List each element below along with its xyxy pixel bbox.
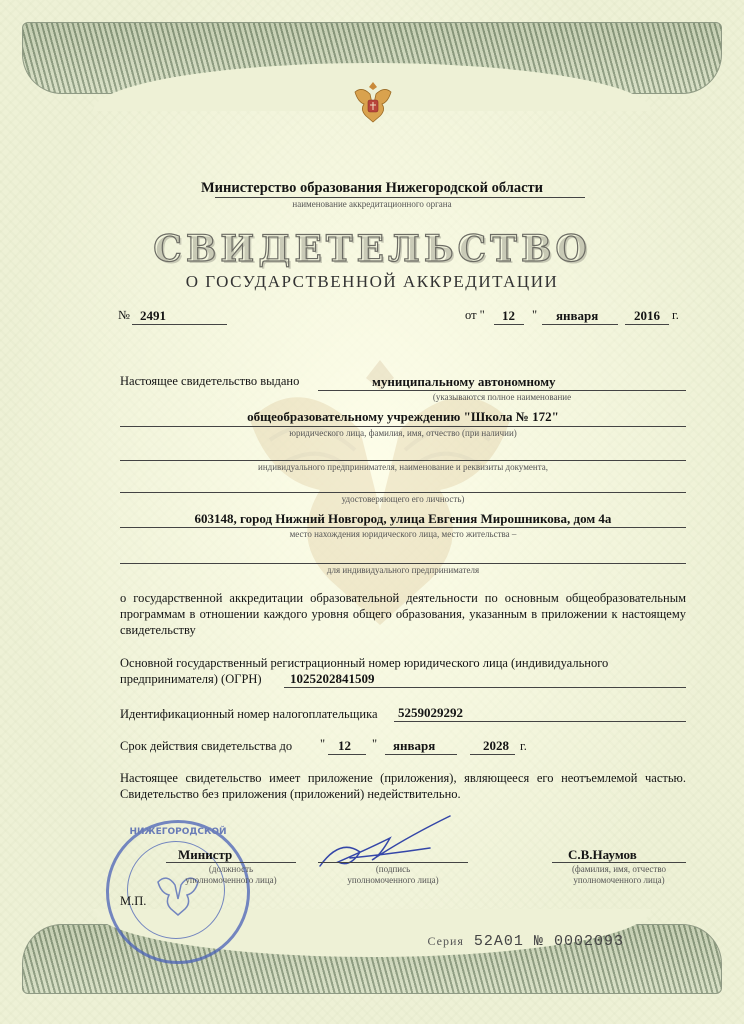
document-subtitle: О ГОСУДАРСТВЕННОЙ АККРЕДИТАЦИИ <box>185 272 559 291</box>
name-caption-2: уполномоченного лица) <box>573 875 665 885</box>
issue-day: 12 <box>502 308 515 323</box>
seal-text: НИЖЕГОРОДСКОЙ <box>129 827 227 837</box>
validity-day: 12 <box>338 738 351 753</box>
address-underline <box>120 527 686 528</box>
ogrn-label-line1: Основной государственный регистрационный номер юридического лица (индивидуального <box>120 656 609 670</box>
issued-to-line2: общеобразовательному учреждению "Школа № 172" <box>247 409 559 424</box>
signatory-position: Министр <box>178 847 233 862</box>
issued-underline-2 <box>120 426 686 427</box>
blank-series-number <box>427 933 624 950</box>
signatory-name: С.В.Наумов <box>568 847 637 862</box>
inn-label: Идентификационный номер налогоплательщика <box>120 707 378 721</box>
signature-caption-2: уполномоченного лица) <box>347 875 439 885</box>
address-caption: место нахождения юридического лица, место жительства – <box>289 529 517 539</box>
signature-underline <box>318 862 468 863</box>
issued-caption-2: юридического лица, фамилия, имя, отчество (при наличии) <box>289 428 517 438</box>
series-label: Серия <box>427 934 464 948</box>
validity-quote-open: " <box>320 737 326 751</box>
ogrn-label-line2: предпринимателя) (ОГРН) <box>120 672 262 686</box>
issue-year: 2016 <box>634 308 660 323</box>
authority-caption: наименование аккредитационного органа <box>292 199 452 209</box>
issued-to-label: Настоящее свидетельство выдано <box>120 374 300 388</box>
accreditation-scope-text: о государственной аккредитации образовательной деятельности по основным общеобразовательным программам в отношении каждого уровня общего образования, указанным в приложении к настоящему свидетельству <box>120 591 686 637</box>
address-underline-2 <box>120 563 686 564</box>
name-caption-1: (фамилия, имя, отчество <box>571 864 667 874</box>
inn-underline <box>394 721 686 722</box>
signature-caption-1: (подпись <box>375 864 411 874</box>
validity-quote-close: " <box>372 737 378 751</box>
validity-year-underline <box>470 754 515 755</box>
legal-address: 603148, город Нижний Новгород, улица Евгения Мирошникова, дом 4а <box>194 511 612 526</box>
validity-month-underline <box>385 754 457 755</box>
date-quote: " <box>532 308 538 322</box>
issued-caption-3: индивидуального предпринимателя, наименование и реквизиты документа, <box>258 462 548 472</box>
ogrn-value: 1025202841509 <box>290 671 375 686</box>
appendix-text: Настоящее свидетельство имеет приложение (приложения), являющееся его неотъемлемой частью. Свидетельство без приложения (приложений) недействительно. <box>120 771 686 801</box>
validity-day-underline <box>328 754 366 755</box>
issued-underline-1 <box>318 390 686 391</box>
validity-label: Срок действия свидетельства до <box>120 739 293 753</box>
series-number-prefix: № <box>533 933 544 950</box>
date-prefix: от " <box>465 308 485 322</box>
name-underline <box>552 862 686 863</box>
year-underline <box>625 324 669 325</box>
issued-caption-1: (указываются полное наименование <box>432 392 572 402</box>
seal-placement-label: М.П. <box>120 894 147 908</box>
coat-of-arms-icon <box>350 78 396 128</box>
authority-name: Министерство образования Нижегородской области <box>200 180 544 196</box>
position-caption-2: уполномоченного лица) <box>185 875 277 885</box>
validity-year-suffix: г. <box>520 739 527 753</box>
authority-underline <box>215 197 585 198</box>
issue-month: января <box>556 308 599 323</box>
number-underline <box>132 324 227 325</box>
day-underline <box>494 324 524 325</box>
validity-year: 2028 <box>483 738 509 753</box>
issued-caption-4: удостоверяющего его личность) <box>341 494 465 504</box>
month-underline <box>542 324 618 325</box>
issued-underline-3 <box>120 460 686 461</box>
series-code: 52А01 <box>473 933 524 950</box>
year-suffix: г. <box>672 308 679 322</box>
official-seal <box>106 820 250 964</box>
address-caption-2: для индивидуального предпринимателя <box>326 565 480 575</box>
issued-underline-4 <box>120 492 686 493</box>
series-number: 0002093 <box>553 933 624 950</box>
validity-month: января <box>393 738 436 753</box>
inn-value: 5259029292 <box>398 705 463 720</box>
issued-to-line1: муниципальному автономному <box>372 374 556 389</box>
document-title: СВИДЕТЕЛЬСТВО <box>153 228 591 270</box>
position-caption-1: (должность <box>208 864 254 874</box>
number-prefix: № <box>118 308 130 322</box>
ogrn-underline <box>284 687 686 688</box>
certificate-number: 2491 <box>140 308 166 323</box>
position-underline <box>166 862 296 863</box>
